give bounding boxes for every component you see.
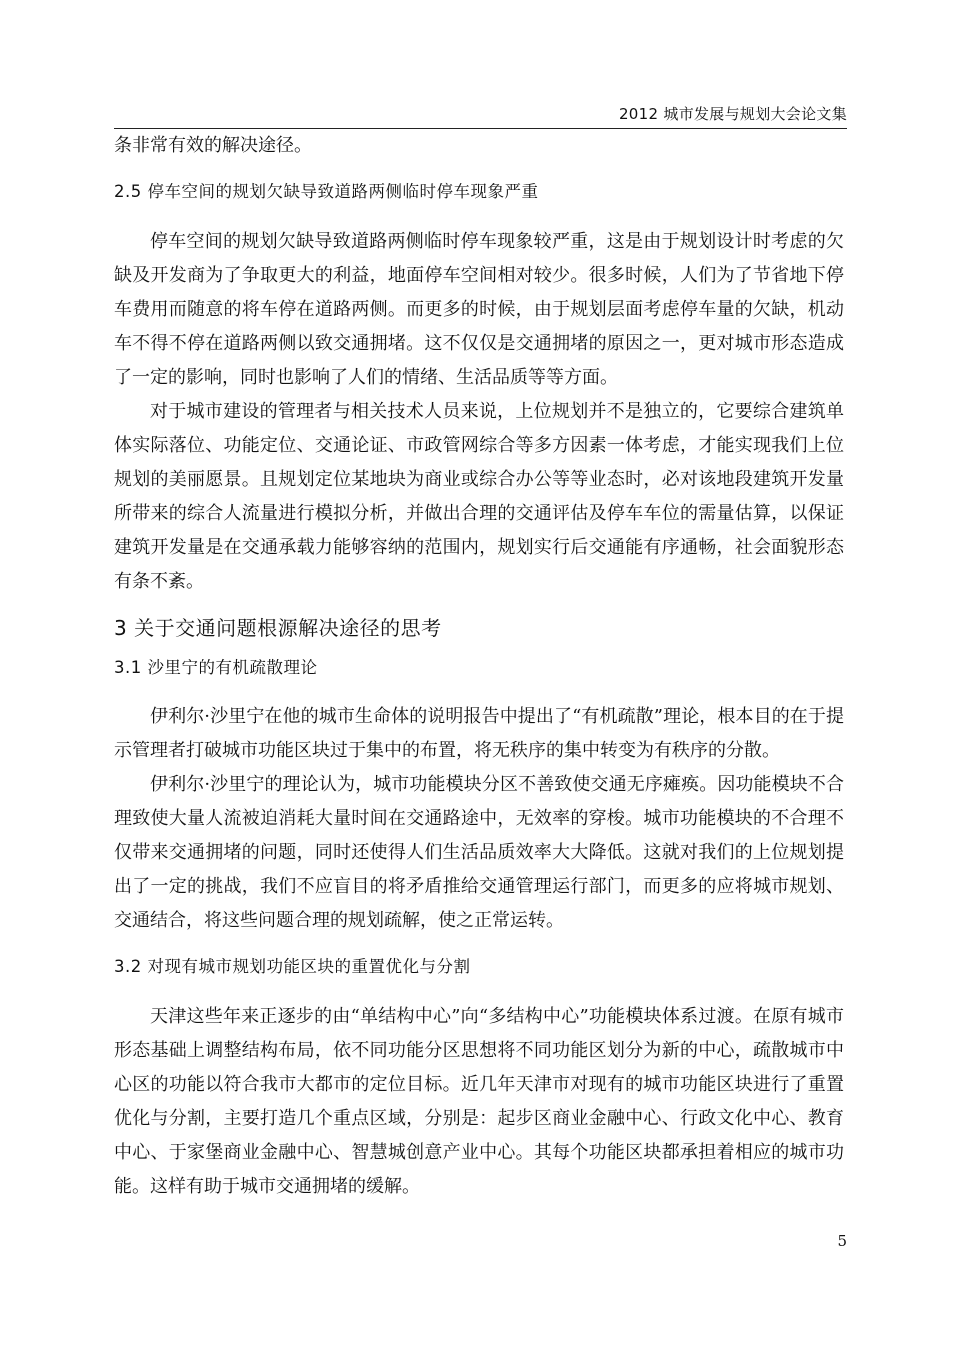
paragraph: 伊利尔·沙里宁在他的城市生命体的说明报告中提出了“有机疏散”理论，根本目的在于提示管理者打破城市功能区块过于集中的布置，将无秩序的集中转变为有秩序的分散。 — [114, 706, 844, 761]
page-number: 5 — [837, 1232, 847, 1250]
section-heading-3: 3 关于交通问题根源解决途径的思考 — [114, 616, 442, 640]
section-heading-3-1: 3.1 沙里宁的有机疏散理论 — [114, 658, 318, 677]
paragraph: 天津这些年来正逐步的由“单结构中心”向“多结构中心”功能模块体系过渡。在原有城市形态基础上调整结构布局，依不同功能分区思想将不同功能区划分为新的中心，疏散城市中心区的功能以符合我市大都市的定位目标。近几年天津市对现有的城市功能区块进行了重置优化与分割，主要打造几个重点区域，分别是：起步区商业金融中心、行政文化中心、教育中心、于家堡商业金融中心、智慧城创意产业中心。其每个功能区块都承担着相应的城市功能。这样有助于城市交通拥堵的缓解。 — [114, 1006, 844, 1197]
paragraph: 停车空间的规划欠缺导致道路两侧临时停车现象较严重，这是由于规划设计时考虑的欠缺及开发商为了争取更大的利益，地面停车空间相对较少。很多时候，人们为了节省地下停车费用而随意的将车停在道路两侧。而更多的时候，由于规划层面考虑停车量的欠缺，机动车不得不停在道路两侧以致交通拥堵。这不仅仅是交通拥堵的原因之一，更对城市形态造成了一定的影响，同时也影响了人们的情绪、生活品质等等方面。 — [114, 231, 844, 388]
paragraph: 对于城市建设的管理者与相关技术人员来说，上位规划并不是独立的，它要综合建筑单体实际落位、功能定位、交通论证、市政管网综合等多方因素一体考虑，才能实现我们上位规划的美丽愿景。且规划定位某地块为商业或综合办公等等业态时，必对该地段建筑开发量所带来的综合人流量进行模拟分析，并做出合理的交通评估及停车车位的需量估算，以保证建筑开发量是在交通承载力能够容纳的范围内，规划实行后交通能有序通畅，社会面貌形态有条不紊。 — [114, 401, 844, 592]
paragraph: 条非常有效的解决途径。 — [114, 135, 312, 156]
running-header: 2012 城市发展与规划大会论文集 — [618, 105, 847, 123]
page-body — [114, 129, 844, 1204]
paragraph: 伊利尔·沙里宁的理论认为，城市功能模块分区不善致使交通无序瘫痪。因功能模块不合理致使大量人流被迫消耗大量时间在交通路途中，无效率的穿梭。城市功能模块的不合理不仅带来交通拥堵的问题，同时还使得人们生活品质效率大大降低。这就对我们的上位规划提出了一定的挑战，我们不应盲目的将矛盾推给交通管理运行部门，而更多的应将城市规划、交通结合，将这些问题合理的规划疏解，使之正常运转。 — [114, 774, 844, 931]
section-heading-3-2: 3.2 对现有城市规划功能区块的重置优化与分割 — [114, 957, 471, 976]
section-heading-2-5: 2.5 停车空间的规划欠缺导致道路两侧临时停车现象严重 — [114, 182, 539, 201]
